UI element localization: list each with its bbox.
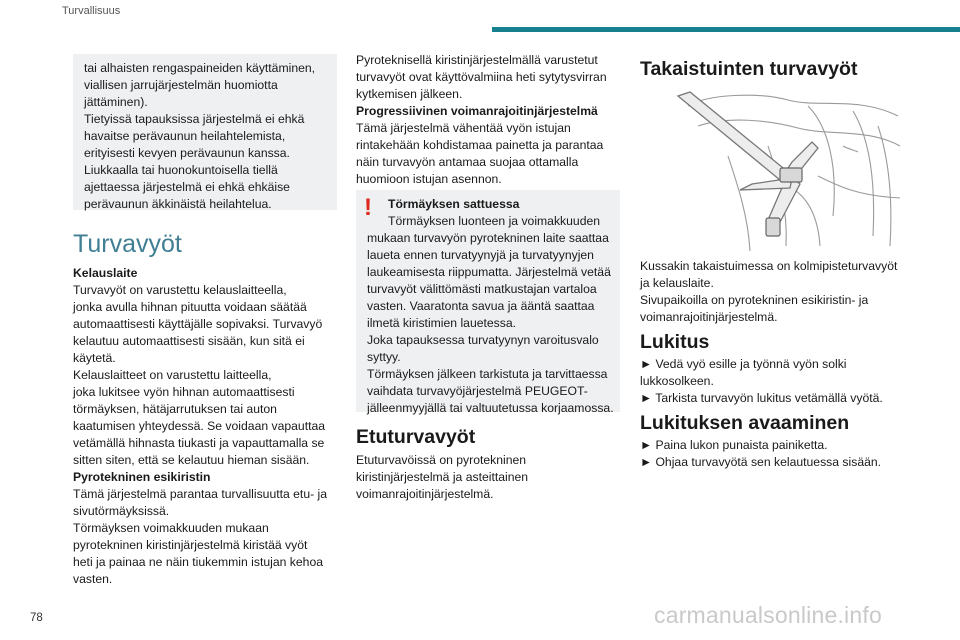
text-line: Turvavyöt on varustettu kelauslaitteella, xyxy=(73,283,287,297)
turvavyot-body xyxy=(73,265,341,588)
text-line: Joka tapauksessa turvatyynyn varoitusvalo xyxy=(367,333,599,347)
text-line: sitten siten, että se kelautuu hieman sisään. xyxy=(73,453,310,467)
text-line: vasten. xyxy=(73,572,113,586)
text-line: jättäminen). xyxy=(84,95,148,109)
text-line: joka lukitsee vyön hihnan automaattisesti xyxy=(73,385,295,399)
section-title-turvavyot: Turvavyöt xyxy=(73,230,182,258)
text-line: ajettaessa järjestelmä ei ehkä ehkäise xyxy=(84,180,290,194)
text-line: ja kelauslaite. xyxy=(640,276,714,290)
text-line: perävaunun äkkinäistä heilahtelua. xyxy=(84,197,272,211)
text-line: laueta ennen turvatyynyjä ja turvatyynyjen xyxy=(367,248,594,262)
text-line: pyrotekninen kiristinjärjestelmä kiristää vyöt xyxy=(73,538,308,552)
warning-title: Törmäyksen sattuessa xyxy=(388,197,520,211)
watermark: carmanualsonline.info xyxy=(654,602,882,628)
page-number: 78 xyxy=(30,612,43,624)
text-line: kiristinjärjestelmä ja asteittainen xyxy=(356,470,529,484)
section-title-lukituksen-avaaminen: Lukituksen avaaminen xyxy=(640,412,850,434)
warning-exclamation-icon: ! xyxy=(364,194,372,221)
takaistuinten-body xyxy=(640,258,910,326)
text-line: heti ja painaa ne näin tiukemmin istujan kehoa xyxy=(73,555,324,569)
text-line: Törmäyksen luonteen ja voimakkuuden xyxy=(388,214,601,228)
text-line: ► Ohjaa turvavyötä sen kelautuessa sisään. xyxy=(640,455,882,469)
rear-seatbelt-illustration xyxy=(668,86,908,254)
text-line: syttyy. xyxy=(367,350,401,364)
text-line: Liukkaalla tai huonokuntoisella tiellä xyxy=(84,163,278,177)
avaus-body xyxy=(640,437,910,471)
text-line: ilmetä kiristimien lauetessa. xyxy=(367,316,517,330)
section-title-etuturvavyot: Etuturvavyöt xyxy=(356,426,476,448)
text-line: vetämällä hihnasta tiukasti ja vapauttamalla se xyxy=(73,436,325,450)
subheading-pyro: Pyrotekninen esikiristin xyxy=(73,470,211,484)
pyro-intro xyxy=(356,52,622,188)
text-line: turvavyöt välittömästi matkustajan vartaloa xyxy=(367,282,597,296)
text-line: sivutörmäyksissä. xyxy=(73,504,170,518)
text-line: ► Paina lukon punaista painiketta. xyxy=(640,438,828,452)
text-line: kytkemisen jälkeen. xyxy=(356,87,463,101)
text-line: turvavyöt ovat käyttövalmiina heti sytytysvirran xyxy=(356,70,607,84)
text-line: Tämä järjestelmä parantaa turvallisuutta etu- ja xyxy=(73,487,328,501)
text-line: voimanrajoitinjärjestelmä. xyxy=(640,310,778,324)
text-line: Kelauslaitteet on varustettu laitteella, xyxy=(73,368,272,382)
text-line: jonka avulla hihnan pituutta voidaan säätää xyxy=(73,300,307,314)
section-title-lukitus: Lukitus xyxy=(640,331,710,353)
text-line: ► Tarkista turvavyön lukitus vetämällä vyötä. xyxy=(640,391,883,405)
text-line: vaihdata turvavyöjärjestelmä PEUGEOT- xyxy=(367,384,588,398)
text-line: kelautuu automaattisesti sisään, kun sitä ei xyxy=(73,334,305,348)
text-line: automaattisesti käyttäjälle sopivaksi. Turvavyö xyxy=(73,317,323,331)
text-line: Sivupaikoilla on pyrotekninen esikiristin- ja xyxy=(640,293,869,307)
lukitus-body xyxy=(640,356,910,407)
text-line: ► Vedä vyö esille ja työnnä vyön solki xyxy=(640,357,847,371)
collision-warning-box xyxy=(356,190,620,415)
text-line: jälleenmyyjällä tai valtuutetussa korjaamossa. xyxy=(367,401,614,415)
text-line: kaatumisen yhteydessä. Se voidaan vapauttaa xyxy=(73,419,326,433)
text-line: näin turvavyön antamaa suojaa ottamalla xyxy=(356,155,579,169)
text-line: viallisen jarrujärjestelmän huomiotta xyxy=(84,78,278,92)
text-line: Etuturvavöissä on pyrotekninen xyxy=(356,453,527,467)
text-line: Törmäyksen jälkeen tarkistuta ja tarvittaessa xyxy=(367,367,608,381)
section-title-takaistuinten: Takaistuinten turvavyöt xyxy=(640,58,858,80)
text-line: vasten. Vaaratonta savua ja ääntä saattaa xyxy=(367,299,595,313)
text-line: Kussakin takaistuimessa on kolmipisteturvavyöt xyxy=(640,259,898,273)
etuturvavyot-body xyxy=(356,452,622,503)
text-line: törmäyksen, hätäjarrutuksen tai auton xyxy=(73,402,277,416)
text-line: voimanrajoitinjärjestelmä. xyxy=(356,487,494,501)
text-line: mukaan turvavyön pyrotekninen laite saattaa xyxy=(367,231,609,245)
text-line: Tietyissä tapauksissa järjestelmä ei ehkä xyxy=(84,112,305,126)
text-line: lukkosolkeen. xyxy=(640,374,714,388)
text-line: havaitse perävaunun heilahtelemista, xyxy=(84,129,286,143)
text-line: Törmäyksen voimakkuuden mukaan xyxy=(73,521,269,535)
text-line: Pyroteknisellä kiristinjärjestelmällä varustetut xyxy=(356,53,598,67)
running-header: Turvallisuus xyxy=(62,5,121,17)
trailer-note-box xyxy=(73,54,337,210)
text-line: käytetä. xyxy=(73,351,116,365)
subheading-kelauslaite: Kelauslaite xyxy=(73,266,138,280)
text-line: erityisesti kevyen perävaunun kanssa. xyxy=(84,146,290,160)
subheading-progressive: Progressiivinen voimanrajoitinjärjestelmä xyxy=(356,104,598,118)
text-line: tai alhaisten rengaspaineiden käyttäminen, xyxy=(84,61,316,75)
text-line: huomioon istujan asennon. xyxy=(356,172,502,186)
text-line: laukeamisesta riippumatta. Järjestelmä vetää xyxy=(367,265,611,279)
text-line: rintakehään kohdistamaa painetta ja parantaa xyxy=(356,138,604,152)
text-line: Tämä järjestelmä vähentää vyön istujan xyxy=(356,121,571,135)
header-accent-bar xyxy=(492,27,960,32)
